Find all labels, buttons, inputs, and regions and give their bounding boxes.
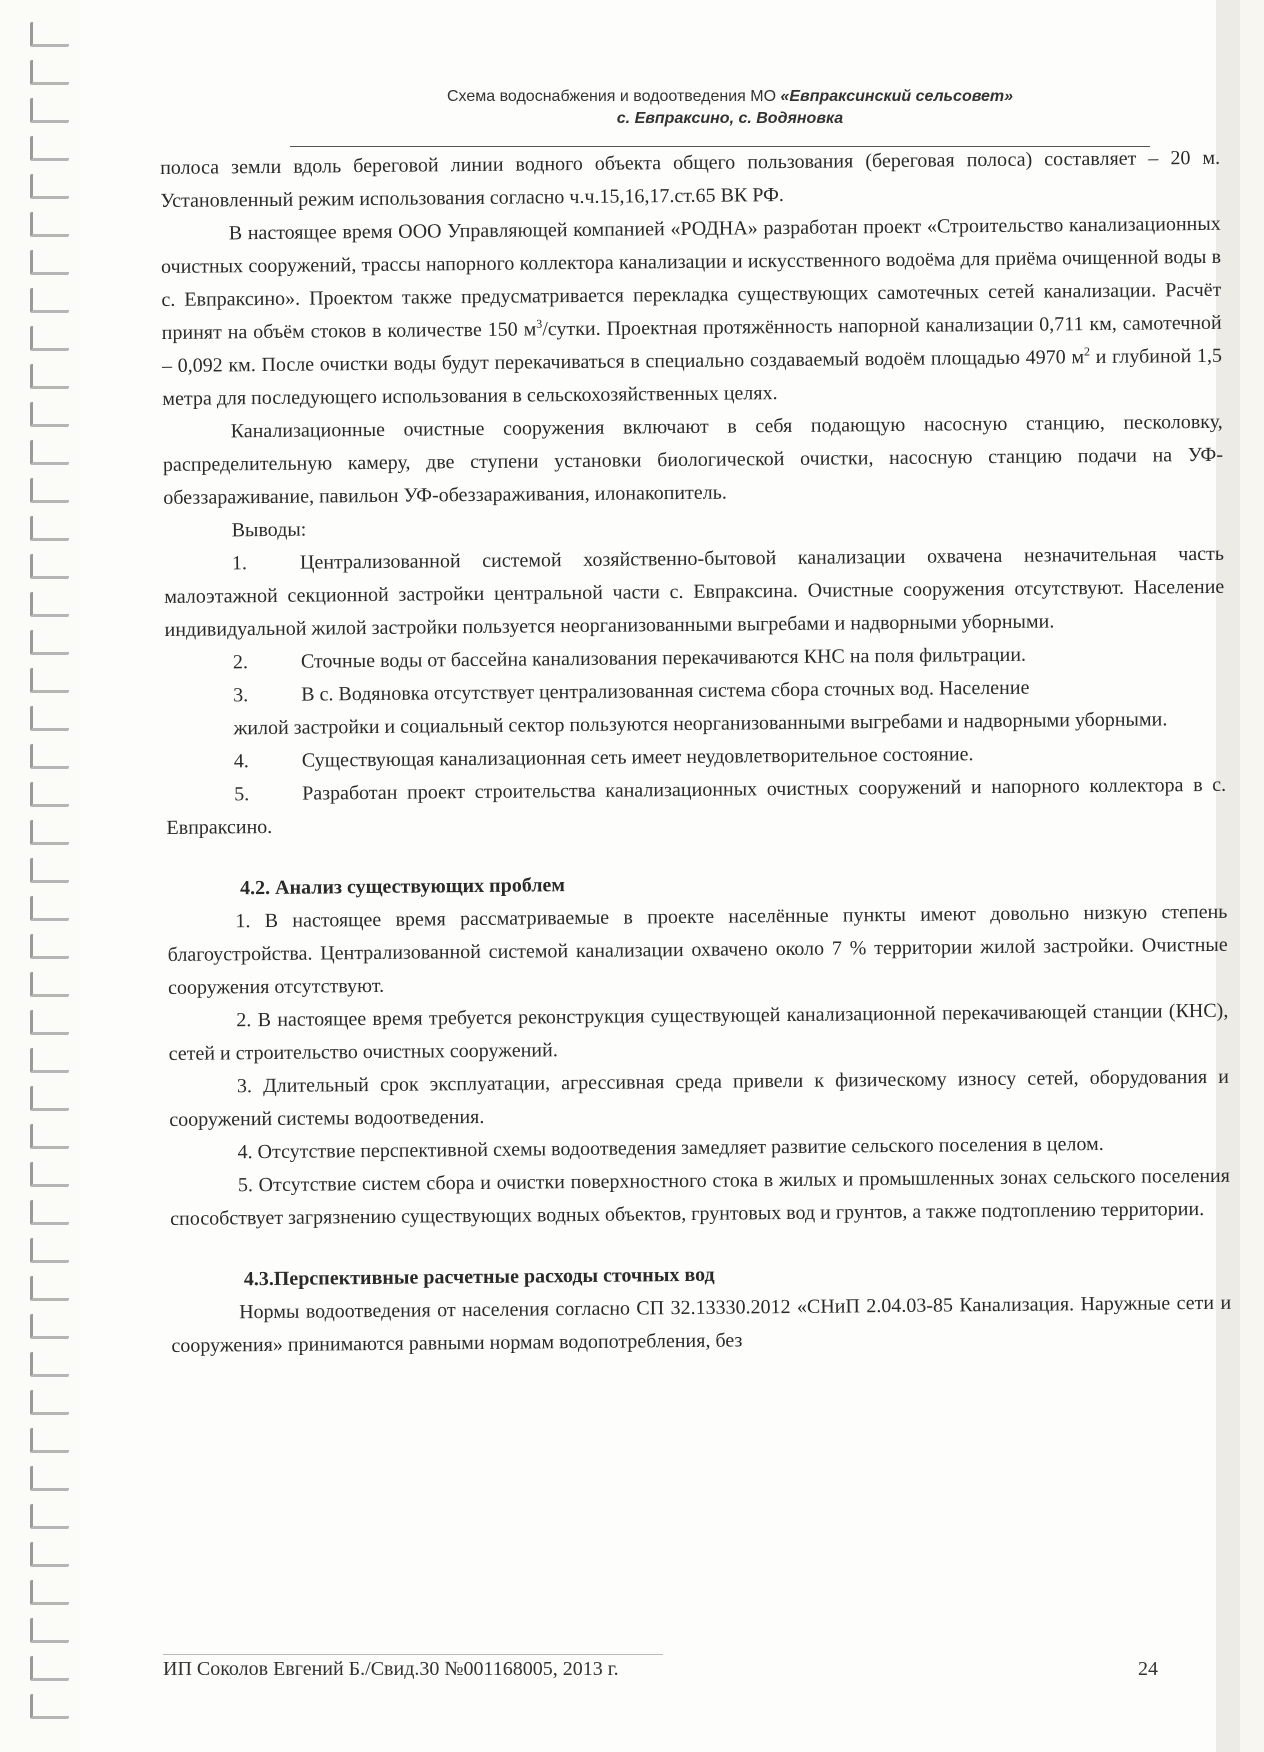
binding-ring	[30, 1314, 69, 1339]
binding-ring	[30, 1466, 69, 1491]
binding-ring	[30, 1542, 69, 1567]
spiral-binding	[0, 0, 80, 1752]
binding-ring	[30, 668, 69, 693]
binding-ring	[30, 136, 69, 161]
page-content	[160, 142, 1232, 1363]
section-heading-4-2: 4.2. Анализ существующих проблем	[239, 874, 566, 900]
binding-ring	[30, 250, 69, 275]
list-number: 1.	[231, 552, 248, 575]
superscript-square: 2	[1083, 344, 1091, 359]
problem-item: 2. В настоящее время требуется реконструкция существующей канализационной перекачивающей станции (КНС), сетей и строительство очистных сооружений.	[168, 999, 1229, 1065]
list-number: 3.	[233, 684, 249, 707]
binding-ring	[30, 212, 69, 237]
binding-ring	[30, 1390, 69, 1415]
binding-ring	[30, 934, 69, 959]
paragraph-continuation: полоса земли вдоль береговой линии водного объекта общего пользования (береговая полоса) составляет – 20 м. Установленный режим использования согласно ч.ч.15,16,17.ст.65 ВК РФ.	[160, 146, 1221, 212]
binding-ring	[30, 1048, 69, 1073]
conclusions-label: Выводы:	[231, 518, 307, 542]
list-text: Сточные воды от бассейна канализования перекачиваются КНС на поля фильтрации.	[300, 643, 1027, 673]
binding-ring	[30, 1086, 69, 1111]
binding-ring	[30, 1504, 69, 1529]
list-text: Существующая канализационная сеть имеет неудовлетворительное состояние.	[301, 743, 974, 772]
binding-ring	[30, 440, 69, 465]
binding-ring	[30, 1200, 69, 1225]
binding-ring	[30, 1580, 69, 1605]
page-number: 24	[1138, 1658, 1158, 1680]
superscript-cubic: 3	[536, 316, 543, 331]
binding-ring	[30, 22, 69, 47]
binding-ring	[30, 98, 69, 123]
binding-ring	[30, 288, 69, 313]
binding-ring	[30, 592, 69, 617]
binding-ring	[30, 402, 69, 427]
header-line-2: с. Евпраксино, с. Водяновка	[616, 110, 844, 127]
conclusion-item-continuation: жилой застройки и социальный сектор пользуются неорганизованными выгребами и надворными уборными.	[233, 708, 1168, 740]
binding-ring	[30, 554, 69, 579]
section-heading-4-3: 4.3.Перспективные расчетные расходы сточных вод	[243, 1263, 715, 1291]
list-text: Разработан проект строительства канализационных очистных сооружений и напорного коллектора в с. Евпраксино.	[166, 773, 1227, 839]
list-number: 5.	[234, 783, 250, 806]
binding-ring	[30, 478, 69, 503]
binding-ring	[30, 1162, 69, 1187]
project-text-end: и глубиной 1,5 метра для последующего использования в сельскохозяйственных целях.	[162, 344, 1223, 410]
binding-ring	[30, 1352, 69, 1377]
binding-ring	[30, 516, 69, 541]
project-text-start: В настоящее время ООО Управляющей компанией «РОДНА» разработан проект «Строительство канализационных очистных сооружений, трассы напорного коллектора канализации и искусственного водоёма для приёма очищенной воды в с. Евпраксино». Проектом также предусматривается перекладка существующих самотечных сетей канализации. Расчёт принят на объём стоков в количестве 150 м	[160, 212, 1222, 344]
footer-author: ИП Соколов Евгений Б./Свид.30 №001168005, 2013 г.	[163, 1658, 619, 1680]
binding-ring	[30, 1276, 69, 1301]
list-number: 4.	[233, 750, 249, 773]
binding-ring	[30, 1656, 69, 1681]
binding-ring	[30, 1010, 69, 1035]
binding-ring	[30, 60, 69, 85]
binding-ring	[30, 972, 69, 997]
binding-ring	[30, 1428, 69, 1453]
list-text: В с. Водяновка отсутствует централизованная система сбора сточных вод. Население	[301, 676, 1030, 706]
conclusion-item	[166, 769, 1227, 845]
binding-ring	[30, 782, 69, 807]
binding-ring	[30, 858, 69, 883]
footer-divider	[163, 1654, 663, 1655]
binding-ring	[30, 896, 69, 921]
page-header	[280, 86, 1180, 130]
header-title: Схема водоснабжения и водоотведения МО	[446, 88, 781, 105]
paragraph-norms: Нормы водоотведения от населения согласно СП 32.13330.2012 «СНиП 2.04.03-85 Канализация. Наружные сети и сооружения» принимаются равными нормам водопотребления, без	[171, 1291, 1232, 1357]
problem-item: 5. Отсутствие систем сбора и очистки поверхностного стока в жилых и промышленных зонах сельского поселения способствует загрязнению существующих водных объектов, грунтовых вод и грунтов, а также подтоплению территории.	[170, 1164, 1230, 1230]
binding-ring	[30, 326, 69, 351]
header-organization: «Евпраксинский сельсовет»	[780, 88, 1013, 105]
binding-ring	[30, 744, 69, 769]
conclusion-item	[164, 538, 1225, 647]
binding-ring	[30, 1694, 69, 1719]
project-text-mid: /сутки. Проектная протяжённость напорной канализации 0,711 км, самотечной – 0,092 км. После очистки воды будут перекачиваться в специально создаваемый водоём площадью 4970 м	[161, 311, 1222, 377]
binding-ring	[30, 1618, 69, 1643]
binding-ring	[30, 706, 69, 731]
problem-item: 4. Отсутствие перспективной схемы водоотведения замедляет развитие сельского поселения в целом.	[237, 1132, 1104, 1164]
problem-item: 3. Длительный срок эксплуатации, агрессивная среда привели к физическому износу сетей, оборудования и сооружений системы водоотведения.	[169, 1065, 1230, 1131]
header-line-1	[280, 86, 1180, 108]
binding-ring	[30, 820, 69, 845]
problem-item: 1. В настоящее время рассматриваемые в проекте населённые пункты имеют довольно низкую степень благоустройства. Централизованной системой канализации охвачено около 7 % территории жилой застройки. Очистные сооружения отсутствуют.	[167, 900, 1228, 999]
binding-ring	[30, 174, 69, 199]
paragraph-facilities: Канализационные очистные сооружения включают в себя подающую насосную станцию, песколовку, распределительную камеру, две ступени установки биологической очистки, насосную станцию подачи на УФ-обеззараживание, павильон УФ-обеззараживания, илонакопитель.	[162, 410, 1224, 509]
list-number: 2.	[232, 651, 249, 674]
binding-ring	[30, 364, 69, 389]
list-text: Централизованной системой хозяйственно-бытовой канализации охвачена незначительная часть малоэтажной секционной застройки центральной части с. Евпраксина. Очистные сооружения отсутствуют. Население индивидуальной жилой застройки пользуется неорганизованными выгребами и надворными уборными.	[164, 542, 1225, 641]
binding-ring	[30, 1238, 69, 1263]
paragraph-project	[161, 208, 1223, 416]
binding-ring	[30, 630, 69, 655]
binding-ring	[30, 1124, 69, 1149]
